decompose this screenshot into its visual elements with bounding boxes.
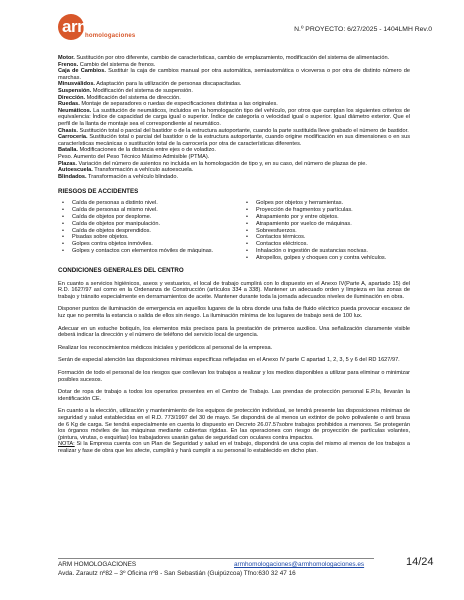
project-number: N.º PROYECTO: 6/27/2025 - 1404LMH Rev.0: [294, 26, 432, 33]
definition-text: Transformación a vehículo autoescuela.: [92, 167, 194, 174]
risk-item: • Caída de personas a distinto nivel.: [58, 200, 226, 207]
risk-item: • Atrapamiento por y entre objetos.: [242, 214, 410, 221]
paragraph-clothing: Dotar de ropa de trabajo a todos los operarios presentes en el Centro de Trabajo. Las prendas de protección personal E.P.Is, llevarán la identificación CE.: [58, 389, 410, 402]
footer-email-link[interactable]: armhomologaciones@armhomologaciones.es: [234, 561, 365, 568]
definition-term: Minusválidos.: [58, 81, 95, 88]
risk-item: • Atrapamiento por vuelco de máquinas.: [242, 221, 410, 228]
risk-item: • Proyección de fragmentos y partículas.: [242, 207, 410, 214]
definition-term: Chasis.: [58, 127, 78, 134]
page-number: 14/24: [406, 556, 434, 568]
definition-text: La sustitución de neumáticos, incluidos en la homologación tipo del vehículo, por otros que cumplan los siguientes criterios de equivalencia: Índice de capacidad de carga igual o superior. Índice de categoría o velocidad igual o superior. Igual diámetro exterior. Que el perfil de la llanta de montaje sea el correspondiente al neumático.: [58, 107, 410, 127]
definition-item: [58, 62, 410, 69]
definition-text: Modificación del sistema de dirección.: [85, 94, 181, 101]
general-conditions-heading: CONDICIONES GENERALES DEL CENTRO: [58, 267, 184, 275]
definition-term: Autoescuela.: [58, 167, 93, 174]
definition-text: Modificaciones de la distancia entre ejes o de voladizo.: [77, 147, 216, 154]
risk-item: • Sobreesfuerzos.: [242, 228, 410, 235]
risks-list: [58, 200, 410, 262]
definition-text: Modificación del sistema de suspensión.: [91, 87, 193, 94]
definition-text: Variación del número de asientos no incluida en la homologación de tipo y, en su caso, del número de plazas de pie.: [76, 160, 367, 167]
risk-item: • Golpes contra objetos inmóviles.: [58, 241, 226, 248]
paragraph-ppe: En cuanto a la elección, utilización y mantenimiento de los equipos de protección individual, se tendrá presente las disposiciones mínimas de seguridad y salud establecidas en el R.D. 773/1997 del 30 de mayo. Se dispondrá de al menos un extintor de polvo polivalente o anti brasa de 6 Kg de carga. Se tendrá especialmente en cuenta lo dispuesto en Decreto 26.07.57sobre trabajos prohibidos a menores. Se protegerán los órganos móviles de las máquinas mediante cubiertas rígidas. En las operaciones con riesgo de proyección de partículas volantes, (pintura, virutas, o esquirlas) los trabajadores usarán gafas de seguridad con oculares contra impactos.: [58, 408, 410, 441]
risk-item: • Golpes por objetos y herramientas.: [242, 200, 410, 207]
risk-item: • Contactos térmicos.: [242, 234, 410, 241]
logo-text: arm: [62, 17, 92, 36]
definition-text: Sustituir la caja de cambios manual por otra automática, semiautomática o viceversa o por otra de distinto número de marchas.: [58, 68, 411, 81]
risk-item: • Caída de objetos por desplome.: [58, 214, 226, 221]
paragraph-first-aid: Adecuar en un estuche botiquín, los elementos más precisos para la prestación de primeros auxilios. Una señalización claramente visible deberá indicar la dirección y el número de teléfono del servicio local de urgencia.: [58, 325, 410, 339]
definition-text: Peso. Aumento del Peso Técnico Máximo Admisible (PTMA).: [58, 153, 210, 160]
definition-item: [58, 68, 410, 81]
paragraph-hygiene: En cuanto a servicios higiénicos, aseos y vestuarios, el local de trabajo cumplirá con lo dispuesto en el Anexo IV(Parte A, apartado 15) del R.D. 1627/97 así como en la Ordenanza de Construcción (artículos 334 a 338). Mantener un adecuado orden y limpieza en las zonas de trabajo y tránsito especialmente en derramamientos de aceite. Mantener durante toda la jornada adecuados niveles de iluminación en obra.: [58, 280, 410, 300]
definition-text: Cambio del sistema de frenos.: [78, 61, 156, 68]
definition-item: [58, 134, 410, 147]
definition-text: Sustitución total o parcial del bastidor o de la estructura autoportante, cuando origine modificación en sus dimensiones o en sus características mecánicas o sustitución total de la carrocería por otra de características diferentes.: [58, 134, 410, 147]
definition-term: Carrocería.: [58, 134, 88, 141]
footer-company: ARM HOMOLOGACIONES: [58, 561, 137, 568]
definition-term: Frenos.: [58, 61, 79, 68]
definition-term: Plazas.: [58, 160, 77, 167]
risk-item: • Caída de personas al mismo nivel.: [58, 207, 226, 214]
definition-term: Caja de Cambios.: [58, 68, 106, 75]
definition-item: [58, 88, 410, 95]
note-label: NOTA:: [58, 441, 75, 448]
footer-divider: [58, 558, 374, 559]
footer-address: Avda. Zarautz nº82 – 3º Oficina nº8 - San Sebastián (Guipúzcoa) Tfno:630 32 47 16: [58, 570, 296, 577]
risk-item: • Caída de objetos por manipulación.: [58, 221, 226, 228]
risk-item: • Atropellos, golpes y choques con y contra vehículos.: [242, 255, 410, 262]
risks-left-column: [58, 200, 226, 262]
definition-term: Suspensión.: [58, 87, 92, 94]
definition-item: [58, 101, 410, 108]
definition-item: [58, 147, 410, 154]
definition-text: Sustitución total o parcial del bastidor o de la estructura autoportante, cuando la parte sustituida lleve grabado el número de bastidor.: [77, 127, 409, 134]
note-text: Si la Empresa cuenta con un Plan de Seguridad y salud en el trabajo, dispondrá de una copia del mismo al menos de los trabajos a realizar y fase de obra que les afecte, cumplirá y hará cumplir a su personal lo establecido en dicho plan.: [58, 441, 410, 454]
definition-text: Transformación a vehículo blindado.: [86, 173, 179, 180]
risks-right-column: [242, 200, 410, 262]
risk-item: • Golpes y contactos con elementos móviles de máquinas.: [58, 248, 226, 255]
definition-term: Neumáticos.: [58, 107, 92, 114]
risks-heading: RIESGOS DE ACCIDENTES: [58, 188, 139, 196]
definition-text: Adaptación para la utilización de personas discapacitadas.: [95, 81, 242, 88]
definition-item: [58, 81, 410, 88]
paragraph-lighting: Disponer puntos de iluminación de emergencia en aquellos lugares de la obra donde una falta de fluido eléctrico pueda provocar escasez de luz que no permita la estancia o salida de ellos sin riesgo. La iluminación mínima de los lugares de trabajo será de 100 lux.: [58, 306, 410, 319]
logo-subtitle: homologaciones: [85, 33, 136, 39]
definition-item: [58, 161, 410, 168]
definition-text: Montaje de separadores o ruedas de especificaciones distintas a las originales.: [79, 101, 278, 108]
definition-item: [58, 55, 410, 62]
definition-term: Blindados.: [58, 173, 87, 180]
definition-term: Batalla.: [58, 147, 78, 154]
modification-definitions: [58, 55, 410, 180]
risk-item: • Caída de objetos desprendidos.: [58, 228, 226, 235]
paragraph-annex: Serán de especial atención las disposiciones mínimas específicas reflejadas en el Anexo IV parte C apartad 1, 2, 3, 5 y 6 del RD 1627/97.: [58, 357, 400, 364]
risk-item: • Inhalación o ingestión de sustancias nocivas.: [242, 248, 410, 255]
definition-item: [58, 154, 410, 161]
definition-item: [58, 128, 410, 135]
company-logo: [58, 14, 136, 40]
risk-item: • Pisadas sobre objetos.: [58, 234, 226, 241]
paragraph-medical: Realizar los reconocimientos médicos iniciales y periódicos al personal de la empresa.: [58, 344, 273, 351]
definition-item: [58, 108, 410, 128]
definition-term: Motor.: [58, 55, 75, 61]
definition-item: [58, 95, 410, 102]
definition-term: Ruedas.: [58, 101, 80, 108]
definition-text: Sustitución por otro diferente, cambio de características, cambio de emplazamiento, modificación del sistema de alimentación.: [74, 55, 390, 61]
note-paragraph: [58, 441, 410, 454]
paragraph-training: Formación de todo el personal de los riesgos que conllevan los trabajos a realizar y los medios disponibles a utilizar para eliminar o minimizar posibles sucesos.: [58, 369, 410, 383]
document-body: [58, 55, 410, 455]
definition-term: Dirección.: [58, 94, 86, 101]
definition-item: [58, 174, 410, 181]
definition-item: [58, 167, 410, 174]
risk-item: • Contactos eléctricos.: [242, 241, 410, 248]
page-header: [0, 0, 464, 52]
